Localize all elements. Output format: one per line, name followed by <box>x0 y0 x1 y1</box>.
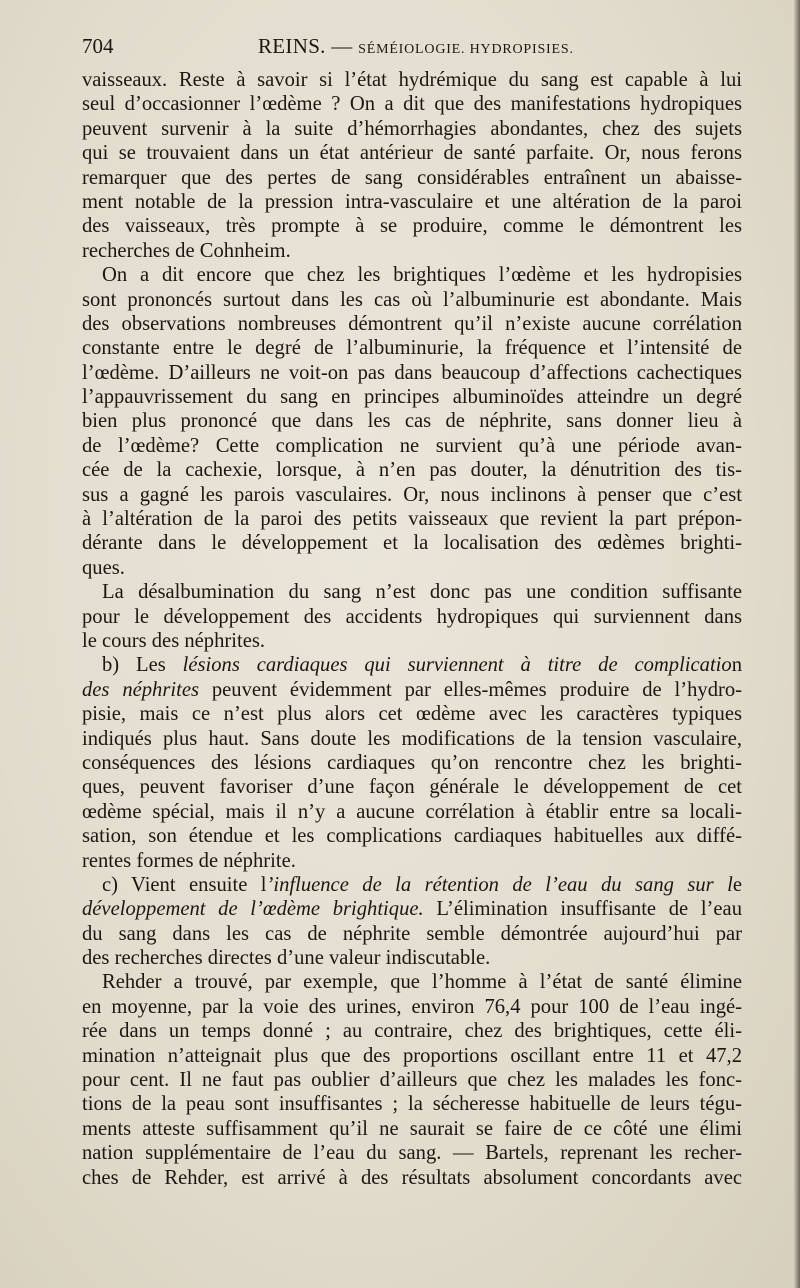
page-header <box>82 34 742 60</box>
text-line: c) Vient ensuite l’influence de la rétention de l’eau du sang sur le <box>102 873 742 896</box>
text-line: ques. <box>82 556 125 579</box>
text-line: tions de la peau sont insuffisantes ; la sécheresse habituelle de leurs tégu- <box>82 1093 742 1116</box>
text-line: des observations nombreuses démontrent qu’il n’existe aucune corrélation <box>82 312 742 335</box>
page-number: 704 <box>82 34 114 58</box>
italic-emphasis: ’influence de la rétention de l’eau du sang sur l <box>266 873 733 896</box>
text-line: ment notable de la pression intra-vasculaire et une altération de la paroi <box>82 190 742 213</box>
text-line: le cours des néphrites. <box>82 629 266 652</box>
running-head-main: REINS. — <box>258 34 353 58</box>
text-line: rée dans un temps donné ; au contraire, chez des brightiques, cette éli- <box>82 1020 742 1043</box>
text-line: recherches de Cohnheim. <box>82 239 291 262</box>
text-line: en moyenne, par la voie des urines, environ 76,4 pour 100 de l’eau ingé- <box>82 995 742 1018</box>
text-line: nation supplémentaire de l’eau du sang. — Bartels, reprenant les recher- <box>82 1142 742 1165</box>
italic-emphasis: développement de l’œdème brightique. <box>82 898 424 921</box>
text-line: On a dit encore que chez les brightiques l’œdème et les hydropisies <box>102 264 742 287</box>
text-line: peuvent survenir à la suite d’hémorrhagies abondantes, chez des sujets <box>82 117 742 140</box>
italic-emphasis: lésions cardiaques qui surviennent à titre de complicatio <box>182 654 732 677</box>
text-line: seul d’occasionner l’œdème ? On a dit que des manifestations hydropiques <box>82 93 742 116</box>
text-line: remarquer que des pertes de sang considérables entraînent un abaisse- <box>82 166 742 189</box>
text-line: indiqués plus haut. Sans doute les modifications de la tension vasculaire, <box>82 727 742 750</box>
text-line: sation, son étendue et les complications cardiaques habituelles aux diffé- <box>82 825 742 848</box>
text-line: rentes formes de néphrite. <box>82 849 296 872</box>
text-line: qui se trouvaient dans un état antérieur de santé parfaite. Or, nous ferons <box>82 142 742 165</box>
text-line: ques, peuvent favoriser d’une façon générale le développement de cet <box>82 776 742 799</box>
text-line: à l’altération de la paroi des petits vaisseaux que revient la part prépon- <box>82 508 742 531</box>
text-line: Rehder a trouvé, par exemple, que l’homme à l’état de santé élimine <box>102 971 742 994</box>
italic-emphasis: des néphrites <box>82 678 199 701</box>
text-line: l’œdème. D’ailleurs ne voit-on pas dans beaucoup d’affections cachectiques <box>82 361 742 384</box>
text-line: cée de la cachexie, lorsque, à n’en pas douter, la dénutrition des tis- <box>82 459 742 482</box>
running-head-sub: SÉMÉIOLOGIE. HYDROPISIES. <box>358 42 574 57</box>
text-line: des vaisseaux, très prompte à se produire, comme le démontrent les <box>82 215 742 238</box>
text-line: œdème spécial, mais il n’y a aucune corrélation à établir entre sa locali- <box>82 800 742 823</box>
text-line: b) Les lésions cardiaques qui surviennent à titre de complication <box>102 654 742 677</box>
text-line: pisie, mais ce n’est plus alors cet œdème avec les caractères typiques <box>82 703 742 726</box>
running-head <box>258 34 574 59</box>
text-line: développement de l’œdème brightique. L’élimination insuffisante de l’eau <box>82 898 742 921</box>
text-line: conséquences des lésions cardiaques qu’on rencontre chez les brighti- <box>82 751 742 774</box>
text-line: des recherches directes d’une valeur indiscutable. <box>82 947 491 970</box>
text-line: pour cent. Il ne faut pas oublier d’ailleurs que chez les malades les fonc- <box>82 1069 742 1092</box>
text-line: constante entre le degré de l’albuminurie, la fréquence et l’intensité de <box>82 337 742 360</box>
text-line: du sang dans les cas de néphrite semble démontrée aujourd’hui par <box>82 922 742 945</box>
text-line: ments atteste suffisamment qu’il ne saurait se faire de ce côté une élimi <box>82 1117 742 1140</box>
text-line: sont prononcés surtout dans les cas où l’albuminurie est abondante. Mais <box>82 288 742 311</box>
text-line: ches de Rehder, est arrivé à des résultats absolument concordants avec <box>82 1166 742 1189</box>
text-line: bien plus prononcé que dans les cas de néphrite, sans donner lieu à <box>82 410 742 433</box>
page-edge-shadow <box>794 0 800 1288</box>
text-line: de l’œdème? Cette complication ne survient qu’à une période avan- <box>82 434 742 457</box>
text-line: La désalbumination du sang n’est donc pas une condition suffisante <box>102 581 742 604</box>
text-line: l’appauvrissement du sang en principes albuminoïdes atteindre un degré <box>82 386 742 409</box>
text-line: vaisseaux. Reste à savoir si l’état hydrémique du sang est capable à lui <box>82 69 742 91</box>
body-text <box>82 68 742 1190</box>
text-line: pour le développement des accidents hydropiques qui surviennent dans <box>82 605 742 628</box>
text-line: des néphrites peuvent évidemment par elles-mêmes produire de l’hydro- <box>82 678 742 701</box>
text-line: mination n’atteignait plus que des proportions oscillant entre 11 et 47,2 <box>82 1044 742 1067</box>
text-line: dérante dans le développement et la localisation des œdèmes brighti- <box>82 532 742 555</box>
text-line: sus a gagné les parois vasculaires. Or, nous inclinons à penser que c’est <box>82 483 742 506</box>
